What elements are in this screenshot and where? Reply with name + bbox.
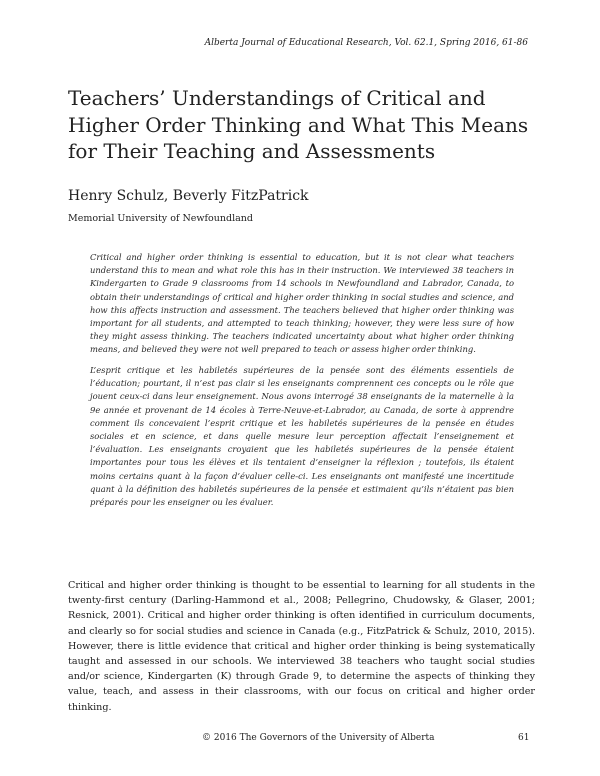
body-paragraph: Critical and higher order thinking is thought to be essential to learning for all students in the twenty-first century (Darling-Hammond et al., 2008; Pellegrino, Chudowsky, & Glaser, 2001; Resnick, 2001). Critical and higher order thinking is often identified in curriculum documents, and clearly so for social studies and science in Canada (e.g., FitzPatrick & Schulz, 2010, 2015). However, there is little evidence that critical and higher order thinking is being systematically taught and assessed in our schools. We interviewed 38 teachers who taught social studies and/or science, Kindergarten (K) through Grade 9, to determine the aspects of thinking they value, teach, and assess in their classrooms, with our focus on critical and higher order thinking. — [68, 580, 535, 713]
journal-citation: Alberta Journal of Educational Research, Vol. 62.1, Spring 2016, 61-86 — [204, 38, 528, 48]
author-affiliation: Memorial University of Newfoundland — [68, 213, 253, 224]
page-number: 61 — [518, 733, 530, 743]
article-title: Teachers’ Understandings of Critical and Higher Order Thinking and What This Means for Their Teaching and Assessments — [68, 86, 529, 163]
copyright-notice: © 2016 The Governors of the University of Alberta — [202, 733, 435, 743]
abstract-french: L’esprit critique et les habiletés supérieures de la pensée sont des éléments essentiels de l’éducation; pourtant, il n’est pas clair si les enseignants comprennent ces concepts ou le rôle que jouent ceux-ci dans leur enseignement. Nous avons interrogé 38 enseignants de la maternelle à la 9e année et provenant de 14 écoles à Terre-Neuve-et-Labrador, au Canada, de sorte à apprendre comment ils concevaient l’esprit critique et les habiletés supérieures de la pensée en études sociales et en science, et dans quelle mesure leur perception affectait l’enseignement et l’évaluation. Les enseignants croyaient que les habiletés supérieures de la pensée étaient importantes pour tous les élèves et ils tentaient d’enseigner la réflexion ; toutefois, ils étaient moins certains quant à la façon d’évaluer celle-ci. Les enseignants ont manifesté une incertitude quant à la définition des habiletés supérieures de la pensée et estimaient qu’ils n’étaient pas bien préparés pour les enseigner ou les évaluer. — [90, 365, 514, 508]
abstract-english: Critical and higher order thinking is essential to education, but it is not clear what teachers understand this to mean and what role this has in their instruction. We interviewed 38 teachers in Kindergarten to Grade 9 classrooms from 14 schools in Newfoundland and Labrador, Canada, to obtain their understandings of critical and higher order thinking in social studies and science, and how this affects instruction and assessment. The teachers believed that higher order thinking was important for all students, and attempted to teach thinking; however, they were less sure of how they might assess thinking. The teachers indicated uncertainty about what higher order thinking means, and believed they were not well prepared to teach or assess higher order thinking. — [90, 252, 514, 355]
article-authors: Henry Schulz, Beverly FitzPatrick — [68, 188, 309, 204]
